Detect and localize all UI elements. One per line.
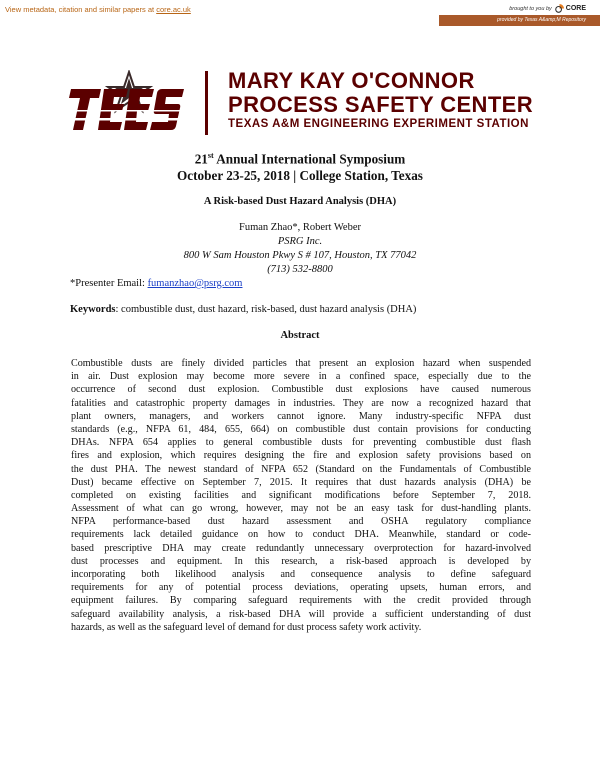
keywords-text: : combustible dust, dust hazard, risk-based, dust hazard analysis (DHA): [115, 304, 417, 315]
header-logo: [68, 70, 538, 134]
paper-title: A Risk-based Dust Hazard Analysis (DHA): [203, 196, 397, 207]
abstract-line: equipment failures. By comparing safeguard requirements with the credit provided through: [71, 595, 531, 607]
abstract-line: requirements lack detailed guidance on how to conduct DHA. Meanwhile, standard or code-: [71, 529, 531, 541]
center-name-line2: PROCESS SAFETY CENTER: [228, 92, 534, 117]
core-logo-label: CORE: [565, 5, 586, 12]
abstract-line: fatalities and catastrophic property damages in industries. They are now a recognized hazard that: [71, 397, 531, 409]
center-affiliation: TEXAS A&M ENGINEERING EXPERIMENT STATION: [228, 118, 529, 130]
abstract-line: plant owners, managers, and workers cannot ignore. Many industry-specific NFPA dust: [71, 410, 531, 422]
abstract-line: fires and explosion, which requires designing the fire and explosion safety provisions based on: [71, 450, 531, 462]
abstract-line: safeguard availability analysis, a risk-based DHA will provide a sufficient understanding of dust: [71, 608, 531, 620]
presenter-label: *Presenter Email:: [70, 278, 148, 289]
presenter-email-link[interactable]: fumanzhao@psrg.com: [147, 278, 243, 289]
core-banner: [0, 0, 600, 29]
abstract-heading: Abstract: [280, 330, 320, 341]
abstract-line: Dust) became effective on September 7, 2015. It requires that dust hazards analysis (DHA) be: [71, 476, 531, 488]
tees-logo: [68, 70, 186, 134]
paper-address: 800 W Sam Houston Pkwy S # 107, Houston, TX 77042: [183, 250, 417, 261]
abstract-line: in air. Dust explosion may become more severe in a confined space, especially due to the: [71, 371, 531, 383]
symposium-ordinal-suffix: st: [207, 151, 214, 160]
core-logo-icon: [555, 4, 564, 13]
keywords-label: Keywords: [70, 304, 116, 315]
abstract-line: incorporating both likelihood analysis and consequence analysis to define safeguard: [71, 569, 531, 580]
abstract-line: standards (e.g., NFPA 61, 484, 655, 664) on combustible dust contain provisions for conducting: [71, 423, 531, 435]
presenter-email-line: [70, 278, 242, 289]
core-brought-by[interactable]: [509, 4, 586, 13]
abstract-line: dust processes and equipment. In this research, a risk-based approach is developed by: [71, 555, 531, 567]
paper-affiliation: PSRG Inc.: [277, 236, 323, 247]
core-link-domain: core.ac.uk: [156, 5, 191, 14]
abstract-line: requirements for any of potential process deviations, operating upsets, human errors, and: [71, 582, 531, 594]
logo-divider: [205, 71, 208, 135]
core-brought-text: brought to you by: [509, 5, 552, 12]
abstract-line: completed on existing facilities and significant modifications before September 7, 2018.: [71, 489, 531, 501]
abstract-body: [71, 357, 531, 634]
abstract-line: Combustible dusts are finely divided particles that present an explosion hazard when suspended: [71, 358, 531, 369]
paper-authors: Fuman Zhao*, Robert Weber: [238, 222, 362, 233]
symposium-date-location: October 23-25, 2018 | College Station, Texas: [177, 168, 423, 183]
core-provided-by[interactable]: provided by Texas A&amp;M Repository: [497, 16, 586, 23]
center-name-line1: MARY KAY O'CONNOR: [228, 68, 475, 93]
core-link-prefix: View metadata, citation and similar papers at: [5, 5, 157, 14]
abstract-line: the dust PHA. The newest standard of NFPA 652 (Standard on the Fundamentals of Combustible: [71, 463, 531, 475]
symposium-title: [0, 151, 600, 167]
abstract-line: DHAs. NFPA 654 applies to general combustible dusts for preventing combustible dust flash: [71, 437, 531, 449]
symposium-ordinal: 21: [194, 151, 208, 167]
paper-phone: (713) 532-8800: [267, 264, 333, 275]
core-metadata-link[interactable]: [5, 5, 191, 14]
keywords-line: [70, 304, 416, 315]
core-logo: [555, 4, 586, 13]
symposium-title-rest: Annual International Symposium: [213, 151, 406, 167]
abstract-line: Assessment of what can go wrong, however, may not be an easy task for dust-handling plants.: [71, 503, 531, 515]
abstract-line: occurrence of second dust explosion. Combustible dust explosions have caused numerous: [71, 384, 531, 396]
abstract-line: NFPA performance-based dust hazard assessment and OSHA regulatory compliance: [71, 516, 531, 528]
abstract-line: based prescriptive DHA may create redundantly unnecessary overprotection for hazard-involved: [71, 542, 531, 554]
abstract-line: hazards, as well as the safeguard level of demand for dust process safety work activity.: [71, 621, 422, 633]
